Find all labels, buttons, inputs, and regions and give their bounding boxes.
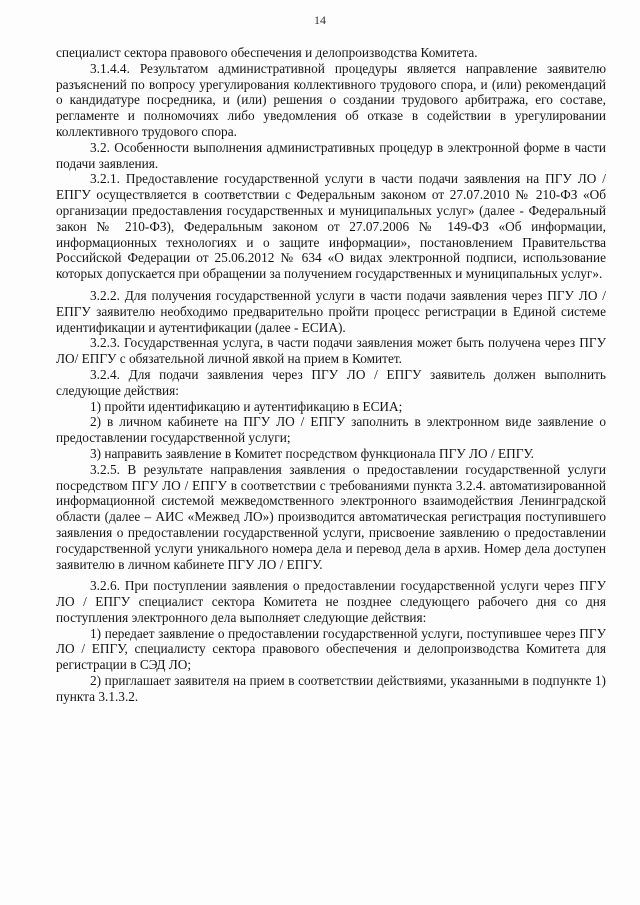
paragraph-3-2-6: 3.2.6. При поступлении заявления о предоставлении государственной услуги через ПГУ ЛО / ЕПГУ специалист сектора Комитета не позднее следующего рабочего дня со дня поступления электронного дела выполняет следующие действия: <box>56 578 606 625</box>
list-item-1: 1) пройти идентификацию и аутентификацию в ЕСИА; <box>90 398 403 414</box>
paragraph-3-2-2: 3.2.2. Для получения государственной услуги в части подачи заявления через ПГУ ЛО / ЕПГУ заявителю необходимо предварительно пройти процесс регистрации в Единой системе идентификации и аутентификации (далее - ЕСИА). <box>56 287 606 335</box>
action-item-2: 2) приглашает заявителя на прием в соответствии действиями, указанными в подпункте 1) пункта 3.1.3.2. <box>56 673 606 704</box>
paragraph-continuation: специалист сектора правового обеспечения и делопроизводства Комитета. <box>56 45 478 60</box>
paragraph-3-2: 3.2. Особенности выполнения административных процедур в электронной форме в части подачи заявления. <box>56 139 606 171</box>
paragraph-3-2-1: 3.2.1. Предоставление государственной услуги в части подачи заявления на ПГУ ЛО / ЕПГУ осуществляется в соответствии с Федеральным законом от 27.07.2010 № 210-ФЗ «Об организации предоставления государственных и муниципальных услуг» (далее - Федеральный закон № 210-ФЗ), Федеральным законом от 27.07.2006 № 149-ФЗ «Об информации, информационных технологиях и о защите информации», постановлением Правительства Российской Федерации от 25.06.2012 № 634 «О видах электронной подписи, использование которых допускается при обращении за получением государственных и муниципальных услуг». <box>56 171 606 282</box>
action-item-1: 1) передает заявление о предоставлении государственной услуги, поступившее через ПГУ ЛО / ЕПГУ, специалисту сектора правового обеспечения и делопроизводства Комитета для регистрации в СЭД ЛО; <box>56 625 606 673</box>
document-body <box>56 45 606 705</box>
list-item-3: 3) направить заявление в Комитет посредством функционала ПГУ ЛО / ЕПГУ. <box>90 445 534 461</box>
paragraph-3-1-4-4: 3.1.4.4. Результатом административной процедуры является направление заявителю разъяснений по вопросу урегулирования коллективного трудового спора, и (или) рекомендаций о кандидатуре посредника, и (или) решения о создании трудового арбитража, его составе, регламенте и полномочиях либо уведомления об отказе в содействии в урегулировании коллективного трудового спора. <box>56 60 606 139</box>
list-item-2: 2) в личном кабинете на ПГУ ЛО / ЕПГУ заполнить в электронном виде заявление о предоставлении государственной услуги; <box>56 414 606 446</box>
page-number: 14 <box>314 13 326 27</box>
paragraph-3-2-4: 3.2.4. Для подачи заявления через ПГУ ЛО / ЕПГУ заявитель должен выполнить следующие действия: <box>56 366 606 398</box>
paragraph-3-2-5: 3.2.5. В результате направления заявления о предоставлении государственной услуги посредством ПГУ ЛО / ЕПГУ в соответствии с требованиями пункта 3.2.4. автоматизированной информационной системой межведомственного электронного взаимодействия Ленинградской области (далее – АИС «Межвед ЛО») производится автоматическая регистрация поступившего заявления о предоставлении государственной услуги, присвоение заявлению о предоставлении государственной услуги уникального номера дела и перевод дела в архив. Номер дела доступен заявителю в личном кабинете ПГУ ЛО / ЕПГУ. <box>56 461 606 572</box>
paragraph-3-2-3: 3.2.3. Государственная услуга, в части подачи заявления может быть получена через ПГУ ЛО/ ЕПГУ с обязательной личной явкой на прием в Комитет. <box>56 335 606 367</box>
